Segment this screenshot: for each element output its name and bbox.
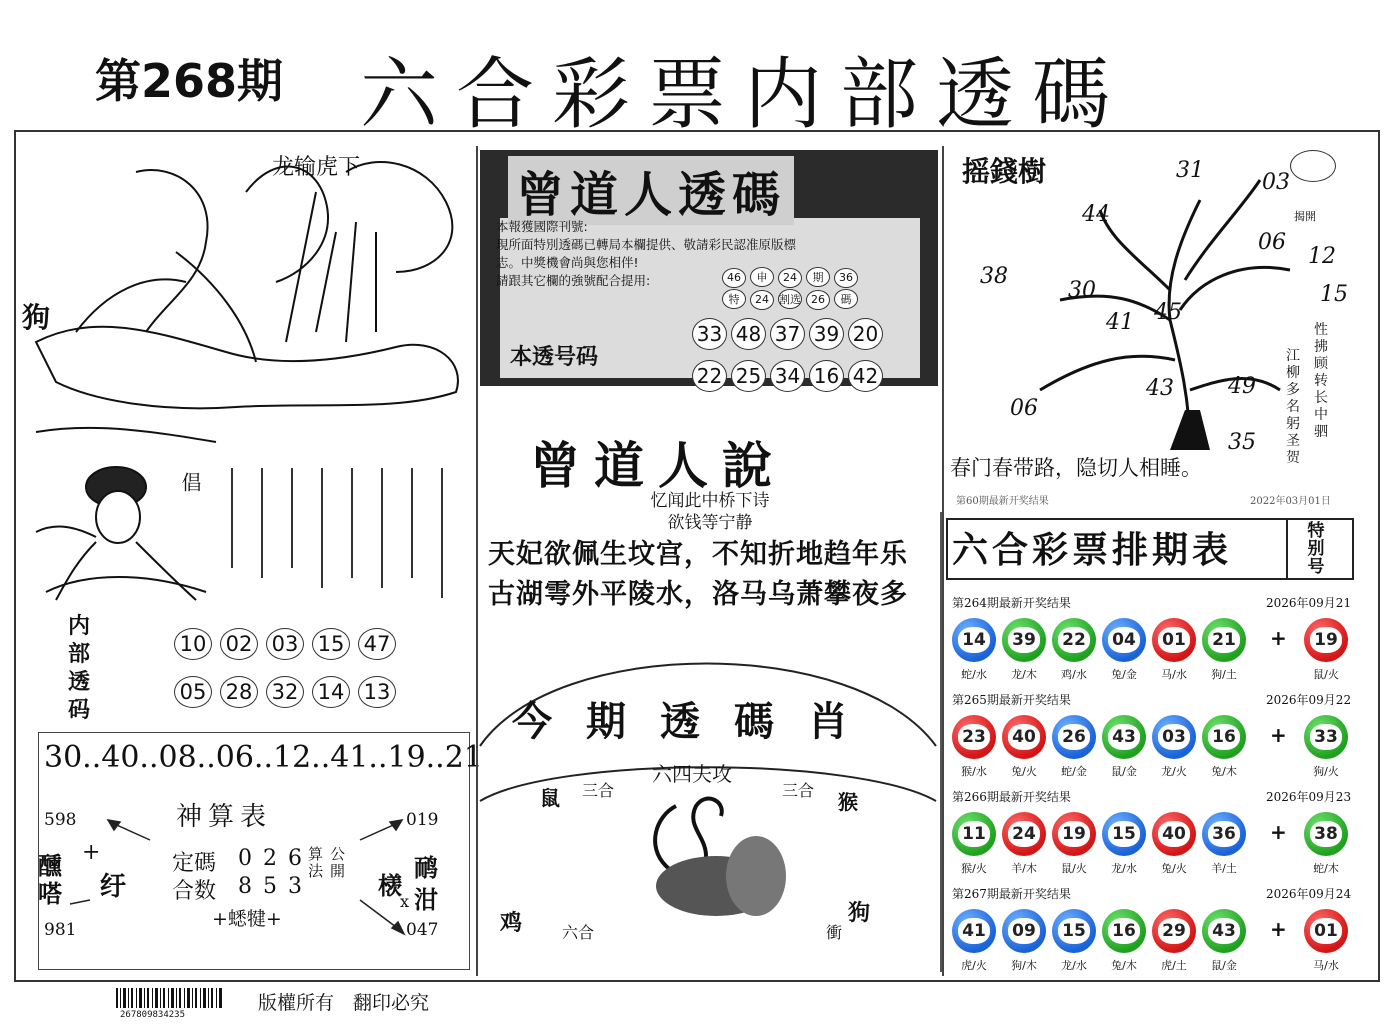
yang-glyph: 倡 bbox=[178, 472, 202, 492]
lottery-ball bbox=[1052, 909, 1096, 953]
neibu-number: 28 bbox=[220, 676, 258, 708]
lottery-ball bbox=[952, 909, 996, 953]
ball-zodiac: 兔/木 bbox=[1211, 765, 1237, 778]
neibu-number: 13 bbox=[358, 676, 396, 708]
small-row-1 bbox=[722, 266, 862, 288]
ball-number: 11 bbox=[958, 821, 990, 847]
lottery-ball bbox=[1002, 715, 1046, 759]
plus-sign: + bbox=[1270, 626, 1287, 650]
neibu-row-1 bbox=[174, 628, 404, 660]
zeng-small-item: 期 bbox=[806, 267, 830, 287]
circle-row-1 bbox=[692, 318, 887, 350]
ball-number: 29 bbox=[1158, 918, 1190, 944]
say-title: 曾道人說 bbox=[530, 437, 786, 495]
plus-sign: + bbox=[1270, 820, 1287, 844]
lottery-ball bbox=[1002, 909, 1046, 953]
left-char2: 纡 bbox=[100, 872, 127, 902]
neibu-number: 14 bbox=[312, 676, 350, 708]
num-598: 598 bbox=[44, 810, 77, 830]
special-label bbox=[1286, 520, 1344, 578]
ball-zodiac: 鼠/火 bbox=[1061, 862, 1087, 875]
dragon-text: 龙输虎下 bbox=[272, 155, 361, 180]
benqi-label: 本透号码 bbox=[510, 340, 598, 371]
right-char2: 鸸 bbox=[414, 853, 438, 882]
ball-number: 01 bbox=[1310, 918, 1342, 944]
ball-zodiac: 兔/木 bbox=[1111, 959, 1137, 972]
zeng-small-item: 46 bbox=[722, 268, 746, 288]
ball-number: 41 bbox=[958, 918, 990, 944]
zeng-title: 曾道人透碼 bbox=[508, 156, 794, 225]
plus-sign: + bbox=[1270, 917, 1287, 941]
zeng-number: 16 bbox=[809, 360, 844, 392]
heshu-nums: 8 5 3 bbox=[238, 874, 304, 899]
ball-zodiac: 兔/火 bbox=[1011, 765, 1037, 778]
ball-zodiac: 猴/水 bbox=[961, 765, 987, 778]
neibu-number: 47 bbox=[358, 628, 396, 660]
lottery-ball bbox=[1202, 618, 1246, 662]
circle-row-2 bbox=[692, 360, 887, 392]
ball-number: 43 bbox=[1208, 918, 1240, 944]
zeng-number: 34 bbox=[770, 360, 805, 392]
liuhe-label: 六合 bbox=[562, 923, 595, 942]
lottery-ball bbox=[1304, 909, 1348, 953]
ball-number: 19 bbox=[1058, 821, 1090, 847]
neibu-number: 32 bbox=[266, 676, 304, 708]
result-date: 2026年09月24 bbox=[1266, 887, 1352, 901]
ball-zodiac: 鼠/火 bbox=[1313, 668, 1339, 681]
tree-number: 43 bbox=[1146, 376, 1174, 401]
sanhe-left: 三合 bbox=[582, 781, 615, 800]
zeng-small-item: 特 bbox=[722, 289, 746, 309]
ball-number: 14 bbox=[958, 627, 990, 653]
lottery-ball bbox=[1202, 812, 1246, 856]
lottery-ball bbox=[1102, 909, 1146, 953]
lottery-ball bbox=[1152, 618, 1196, 662]
right-x: x bbox=[400, 892, 410, 911]
ball-zodiac: 蛇/木 bbox=[1313, 862, 1339, 875]
badge-logo bbox=[1290, 150, 1336, 182]
tree-number: 03 bbox=[1262, 170, 1290, 195]
rat-label: 鼠 bbox=[540, 786, 560, 810]
lottery-ball bbox=[1102, 715, 1146, 759]
ball-zodiac: 蛇/水 bbox=[961, 668, 987, 681]
page-title: 六合彩票内部透碼 bbox=[360, 50, 1129, 140]
ball-number: 22 bbox=[1058, 627, 1090, 653]
ball-number: 16 bbox=[1108, 918, 1140, 944]
dingma-label: 定碼 bbox=[172, 851, 217, 876]
side-b: 公開 bbox=[330, 845, 346, 880]
poem-small-1: 忆闻此中桥下诗 bbox=[650, 491, 770, 511]
ball-zodiac: 羊/土 bbox=[1211, 862, 1237, 875]
neibu-number: 05 bbox=[174, 676, 212, 708]
zeng-number: 25 bbox=[731, 360, 766, 392]
lottery-ball bbox=[1152, 812, 1196, 856]
monkey-label: 猴 bbox=[838, 790, 858, 814]
result-title: 第267期最新开奖结果 bbox=[952, 887, 1071, 901]
result-date: 2026年09月22 bbox=[1266, 693, 1352, 707]
lottery-ball bbox=[1304, 618, 1348, 662]
ball-zodiac: 猴/火 bbox=[961, 862, 987, 875]
zeng-number: 48 bbox=[731, 318, 766, 350]
ball-zodiac: 兔/金 bbox=[1111, 668, 1137, 681]
ball-number: 24 bbox=[1008, 821, 1040, 847]
tree-number: 30 bbox=[1068, 278, 1096, 303]
lottery-ball bbox=[1202, 715, 1246, 759]
ball-number: 33 bbox=[1310, 724, 1342, 750]
ball-zodiac: 马/水 bbox=[1161, 668, 1187, 681]
num-047: 047 bbox=[406, 920, 439, 940]
arch-sub: 六四夫攻 bbox=[652, 762, 732, 786]
zeng-small-item: 36 bbox=[834, 268, 858, 288]
ball-zodiac: 马/水 bbox=[1313, 959, 1339, 972]
ball-zodiac: 狗/木 bbox=[1011, 959, 1037, 972]
dog-label-mid: 狗 bbox=[848, 900, 871, 926]
ball-number: 04 bbox=[1108, 627, 1140, 653]
heshu-label: 合数 bbox=[172, 879, 217, 904]
neibu-number: 03 bbox=[266, 628, 304, 660]
ball-zodiac: 鸡/水 bbox=[1061, 668, 1087, 681]
chicken-label: 鸡 bbox=[500, 910, 523, 936]
num-981: 981 bbox=[44, 920, 77, 940]
tree-poem: 春门春带路，隐切人相睡。 bbox=[950, 456, 1202, 480]
schedule-title: 六合彩票排期表 bbox=[952, 530, 1233, 571]
zeng-number: 20 bbox=[848, 318, 883, 350]
arch-title: 今期透碼肖 bbox=[512, 698, 882, 745]
ball-zodiac: 鼠/金 bbox=[1211, 959, 1237, 972]
lottery-ball bbox=[1102, 618, 1146, 662]
zeng-small-item: 碼 bbox=[834, 289, 858, 309]
ball-number: 15 bbox=[1108, 821, 1140, 847]
ball-number: 38 bbox=[1310, 821, 1342, 847]
handwritten-columns bbox=[222, 458, 462, 598]
plus-sign: + bbox=[1270, 723, 1287, 747]
zeng-number: 42 bbox=[848, 360, 883, 392]
ball-zodiac: 龙/木 bbox=[1011, 668, 1037, 681]
ball-zodiac: 鼠/金 bbox=[1111, 765, 1137, 778]
zeng-small-item: 24 bbox=[778, 268, 802, 288]
shensuan-bottom: +蟋犍+ bbox=[212, 908, 282, 930]
result-date: 2026年09月21 bbox=[1266, 596, 1352, 610]
num-019: 019 bbox=[406, 810, 439, 830]
neibu-number: 02 bbox=[220, 628, 258, 660]
poem-small-2: 欲钱等宁静 bbox=[667, 513, 753, 533]
side-poem-1: 性拂顾转长中驷 bbox=[1314, 322, 1328, 440]
lottery-ball bbox=[952, 715, 996, 759]
ball-number: 09 bbox=[1008, 918, 1040, 944]
lottery-ball bbox=[1304, 715, 1348, 759]
tree-number: 06 bbox=[1258, 230, 1286, 255]
tree-number: 12 bbox=[1308, 244, 1336, 269]
lottery-ball bbox=[1052, 715, 1096, 759]
ball-zodiac: 狗/火 bbox=[1313, 765, 1339, 778]
left-chars: 醺嗒 bbox=[38, 851, 62, 908]
dog-label: 狗 bbox=[22, 301, 51, 334]
flower-illustration bbox=[16, 132, 472, 452]
ball-number: 19 bbox=[1310, 627, 1342, 653]
zeng-small-item: 割选 bbox=[778, 289, 802, 309]
notice-line-3: 志。中獎機會尚與您相伴! bbox=[496, 255, 639, 270]
ball-number: 01 bbox=[1158, 627, 1190, 653]
lottery-ball bbox=[1102, 812, 1146, 856]
lottery-ball bbox=[1002, 618, 1046, 662]
poem-big-1: 天妃欲佩生坟宫，不知折地趋年乐 bbox=[488, 539, 908, 570]
ball-number: 43 bbox=[1108, 724, 1140, 750]
tree-title: 摇錢樹 bbox=[962, 155, 1047, 188]
tree-footer-left: 第60期最新开奖结果 bbox=[956, 496, 1049, 507]
ball-zodiac: 羊/木 bbox=[1011, 862, 1037, 875]
side-poem-2: 江柳多名躬圣贺 bbox=[1286, 348, 1300, 466]
lottery-ball bbox=[1152, 909, 1196, 953]
ball-number: 26 bbox=[1058, 724, 1090, 750]
ball-number: 21 bbox=[1208, 627, 1240, 653]
tree-number: 06 bbox=[1010, 396, 1038, 421]
neibu-label: 内部透码 bbox=[68, 613, 91, 723]
zeng-number: 39 bbox=[809, 318, 844, 350]
ball-number: 40 bbox=[1008, 724, 1040, 750]
zeng-small-item: 申 bbox=[750, 267, 774, 287]
result-title: 第266期最新开奖结果 bbox=[952, 790, 1071, 804]
lottery-ball bbox=[1304, 812, 1348, 856]
lottery-ball bbox=[1002, 812, 1046, 856]
ball-number: 23 bbox=[958, 724, 990, 750]
neibu-number: 10 bbox=[174, 628, 212, 660]
tree-number: 35 bbox=[1228, 430, 1256, 455]
lottery-ball bbox=[952, 618, 996, 662]
ball-zodiac: 虎/土 bbox=[1161, 959, 1187, 972]
tree-number: 44 bbox=[1082, 202, 1110, 227]
ball-zodiac: 龙/水 bbox=[1111, 862, 1137, 875]
side-a: 算法 bbox=[308, 845, 324, 880]
ball-number: 15 bbox=[1058, 918, 1090, 944]
zeng-small-item: 24 bbox=[750, 290, 774, 310]
right-char1: 檨 bbox=[378, 871, 402, 900]
number-line: 30..40..08..06..12..41..19..21 bbox=[44, 740, 483, 775]
right-char3: 泔 bbox=[414, 885, 438, 914]
ball-number: 03 bbox=[1158, 724, 1190, 750]
chong-label: 衝 bbox=[826, 923, 843, 942]
dingma-nums: 0 2 6 bbox=[238, 846, 304, 871]
ball-number: 16 bbox=[1208, 724, 1240, 750]
sanhe-right: 三合 bbox=[782, 781, 815, 800]
small-row-2 bbox=[722, 288, 862, 310]
notice-line-1: 本報獲國際刊號: bbox=[496, 219, 588, 234]
ball-zodiac: 虎/火 bbox=[961, 959, 987, 972]
lottery-ball bbox=[1052, 618, 1096, 662]
left-plus: + bbox=[82, 840, 101, 865]
notice-line-2: 現所面特別透碼已轉局本欄提供、敬請彩民認准原版標 bbox=[496, 237, 797, 252]
notice-line-4: 請跟其它欄的強號配合提用: bbox=[496, 273, 651, 288]
result-title: 第265期最新开奖结果 bbox=[952, 693, 1071, 707]
zeng-small-item: 26 bbox=[806, 290, 830, 310]
tree-number: 31 bbox=[1176, 158, 1204, 183]
ball-zodiac: 兔/火 bbox=[1161, 862, 1187, 875]
neibu-number: 15 bbox=[312, 628, 350, 660]
copyright: 版權所有 翻印必究 bbox=[258, 992, 430, 1014]
ball-number: 39 bbox=[1008, 627, 1040, 653]
ball-number: 36 bbox=[1208, 821, 1240, 847]
lady-illustration bbox=[26, 442, 226, 602]
poem-big-2: 古湖雩外平陵水，洛马乌萧攀夜多 bbox=[488, 579, 908, 610]
neibu-row-2 bbox=[174, 676, 404, 708]
ball-zodiac: 龙/水 bbox=[1061, 959, 1087, 972]
lottery-ball bbox=[952, 812, 996, 856]
issue-number: 第268期 bbox=[95, 54, 284, 108]
ball-zodiac: 蛇/金 bbox=[1061, 765, 1087, 778]
lottery-ball bbox=[1052, 812, 1096, 856]
tree-footer-right: 2022年03月01日 bbox=[1250, 496, 1331, 507]
ball-number: 40 bbox=[1158, 821, 1190, 847]
schedule-divider bbox=[940, 512, 942, 972]
lottery-ball bbox=[1152, 715, 1196, 759]
special-label-text: 特别号 bbox=[1307, 521, 1325, 577]
tree-number: 15 bbox=[1320, 282, 1348, 307]
tree-number: 41 bbox=[1106, 310, 1134, 335]
tree-number: 38 bbox=[980, 264, 1008, 289]
zeng-number: 33 bbox=[692, 318, 727, 350]
badge-label: 揭開 bbox=[1294, 210, 1316, 223]
tree-number: 45 bbox=[1154, 300, 1182, 325]
ball-zodiac: 狗/土 bbox=[1211, 668, 1237, 681]
zeng-number: 22 bbox=[692, 360, 727, 392]
ball-zodiac: 龙/火 bbox=[1161, 765, 1187, 778]
shensuan-title: 神算表 bbox=[176, 802, 273, 832]
barcode-text: 267809834235 bbox=[120, 1010, 186, 1020]
result-title: 第264期最新开奖结果 bbox=[952, 596, 1071, 610]
zeng-number: 37 bbox=[770, 318, 805, 350]
lottery-ball bbox=[1202, 909, 1246, 953]
result-date: 2026年09月23 bbox=[1266, 790, 1352, 804]
tree-number: 49 bbox=[1228, 374, 1256, 399]
